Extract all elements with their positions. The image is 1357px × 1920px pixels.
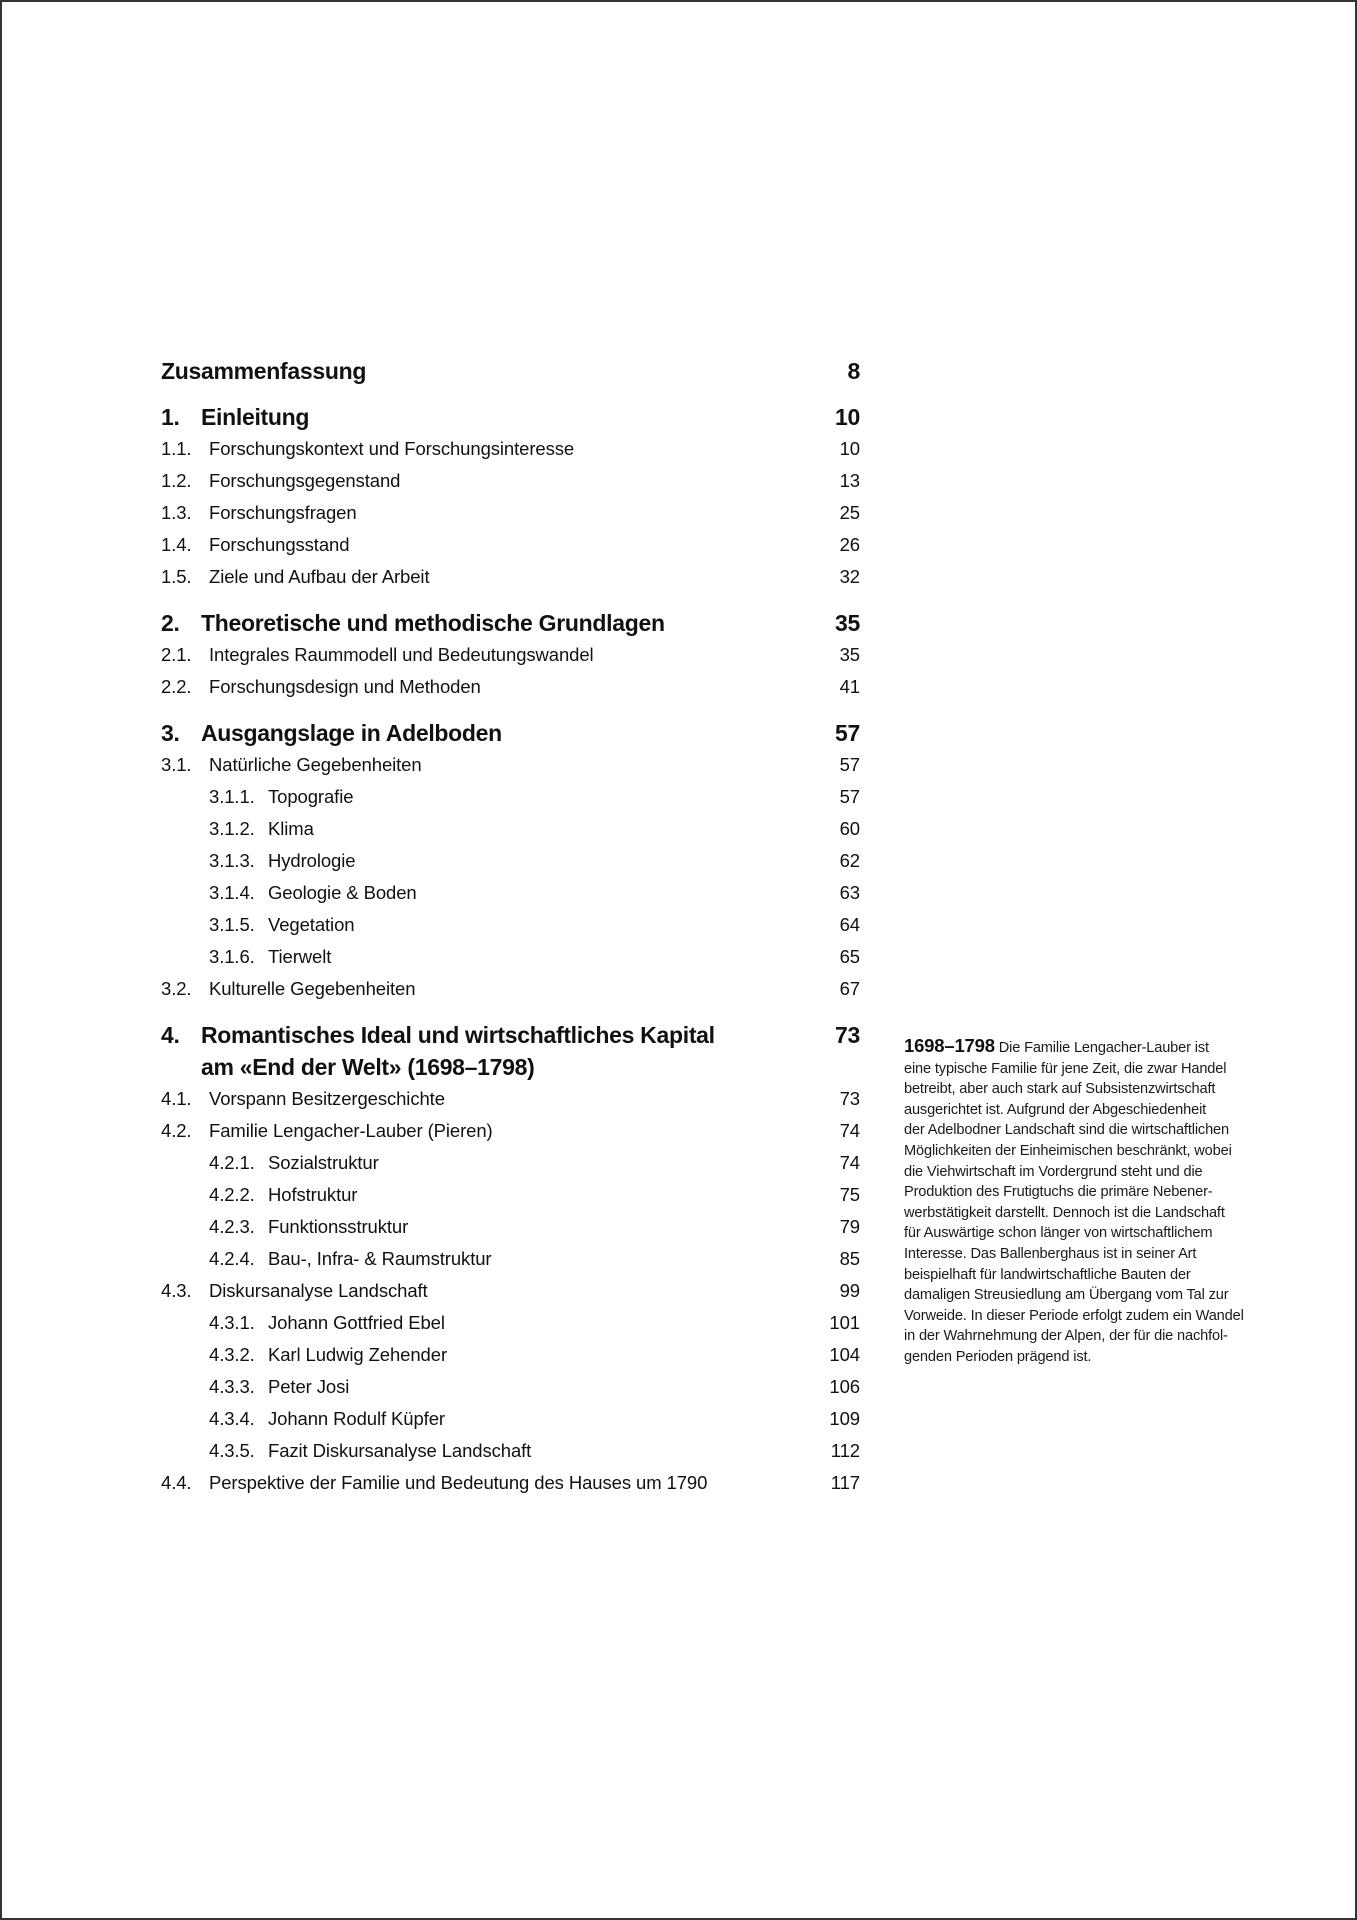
toc-page-number: 26 [839,534,860,555]
toc-entry-title-line: Romantisches Ideal und wirtschaftliches Kapital [201,1022,715,1048]
toc-page-number: 74 [839,1152,860,1173]
toc-page-number: 67 [839,978,860,999]
section-gap [161,387,860,401]
sidebar-line: der Adelbodner Landschaft sind die wirtschaftlichen [904,1122,1229,1139]
toc-page-number: 85 [839,1248,860,1269]
toc-entry-number: 4.2.4. [209,1248,255,1269]
table-of-contents [161,355,860,1499]
toc-entry-number: 3.1.6. [209,946,255,967]
toc-entry-number: 1.2. [161,470,192,491]
toc-entry-number: 3.1.1. [209,786,255,807]
toc-subsection-entry[interactable] [161,1179,860,1211]
toc-subsection-entry[interactable] [161,1307,860,1339]
toc-subsection-entry[interactable] [161,781,860,813]
toc-page-number: 41 [839,676,860,697]
sidebar-line: beispielhaft für landwirtschaftliche Bauten der [904,1266,1191,1283]
toc-entry-title: Natürliche Gegebenheiten [209,754,422,775]
toc-chapter-entry[interactable] [161,1019,860,1083]
toc-subsection-entry[interactable] [161,1403,860,1435]
toc-section-entry[interactable] [161,497,860,529]
sidebar-line: eine typische Familie für jene Zeit, die zwar Handel [904,1060,1227,1077]
toc-entry-title: Ziele und Aufbau der Arbeit [209,566,430,587]
toc-entry-number: 3.1.2. [209,818,255,839]
sidebar-lead: 1698–1798 [904,1035,995,1056]
toc-page-number: 62 [839,850,860,871]
toc-entry-number: 2.2. [161,676,192,697]
toc-entry-title: Topografie [268,786,354,807]
toc-section-entry[interactable] [161,1083,860,1115]
toc-page-number: 10 [839,438,860,459]
toc-entry-title-line: am «End der Welt» (1698–1798) [201,1054,535,1080]
toc-subsection-entry[interactable] [161,941,860,973]
toc-page-number: 57 [835,720,860,746]
toc-section-entry[interactable] [161,973,860,1005]
section-gap [161,593,860,607]
toc-page-number: 32 [839,566,860,587]
sidebar-line: Möglichkeiten der Einheimischen beschränkt, wobei [904,1142,1232,1159]
toc-entry-number: 3. [161,720,180,746]
toc-entry-title: Kulturelle Gegebenheiten [209,978,416,999]
toc-page-number: 74 [839,1120,860,1141]
toc-entry-number: 1.4. [161,534,192,555]
sidebar-line: für Auswärtige schon länger von wirtschaftlichem [904,1225,1213,1242]
toc-entry-title [201,1019,820,1083]
toc-entry-title: Karl Ludwig Zehender [268,1344,447,1365]
toc-entry-title: Tierwelt [268,946,332,967]
toc-entry-number: 1.1. [161,438,192,459]
toc-section-entry[interactable] [161,529,860,561]
toc-page-number: 13 [839,470,860,491]
toc-page-number: 10 [835,404,860,430]
toc-entry-title: Funktionsstruktur [268,1216,409,1237]
toc-entry-number: 1.5. [161,566,192,587]
toc-entry-title: Peter Josi [268,1376,350,1397]
sidebar-line: Vorweide. In dieser Periode erfolgt zudem ein Wandel [904,1307,1244,1324]
section-gap [161,703,860,717]
toc-section-entry[interactable] [161,749,860,781]
toc-section-entry[interactable] [161,433,860,465]
toc-page-number: 73 [839,1088,860,1109]
toc-entry-number: 4.4. [161,1472,192,1493]
toc-entry-title: Einleitung [201,404,310,430]
sidebar-line: genden Perioden prägend ist. [904,1348,1092,1365]
sidebar-line: Interesse. Das Ballenberghaus ist in seiner Art [904,1245,1197,1262]
toc-entry-number: 4. [161,1022,180,1048]
toc-entry-number: 4.3.5. [209,1440,255,1461]
toc-entry-title: Geologie & Boden [268,882,417,903]
toc-entry-title: Forschungsstand [209,534,350,555]
toc-entry-number: 4.3.3. [209,1376,255,1397]
toc-page-number: 8 [847,358,860,384]
toc-page-number: 109 [829,1408,860,1429]
toc-subsection-entry[interactable] [161,1243,860,1275]
toc-subsection-entry[interactable] [161,1211,860,1243]
toc-chapter-entry[interactable] [161,607,860,639]
toc-entry-title: Fazit Diskursanalyse Landschaft [268,1440,532,1461]
toc-entry-title: Zusammenfassung [161,358,367,384]
toc-entry-number: 2.1. [161,644,192,665]
sidebar-note [904,1036,1264,1368]
toc-subsection-entry[interactable] [161,1339,860,1371]
toc-entry-title: Bau-, Infra- & Raumstruktur [268,1248,492,1269]
toc-chapter-entry[interactable] [161,401,860,433]
toc-entry-number: 4.3.2. [209,1344,255,1365]
toc-entry-title: Hofstruktur [268,1184,358,1205]
toc-section-entry[interactable] [161,671,860,703]
toc-entry-number: 3.1.3. [209,850,255,871]
toc-section-entry[interactable] [161,561,860,593]
toc-entry-title: Hydrologie [268,850,356,871]
sidebar-line: ausgerichtet ist. Aufgrund der Abgeschiedenheit [904,1101,1207,1118]
toc-entry-number: 1. [161,404,180,430]
toc-subsection-entry[interactable] [161,877,860,909]
toc-section-entry[interactable] [161,465,860,497]
toc-entry-title: Forschungsdesign und Methoden [209,676,481,697]
toc-entry-number: 4.2.3. [209,1216,255,1237]
toc-entry-number: 4.2.1. [209,1152,255,1173]
toc-page-number: 99 [839,1280,860,1301]
sidebar-line: die Viehwirtschaft im Vordergrund steht und die [904,1163,1203,1180]
toc-page-number: 75 [839,1184,860,1205]
toc-entry-title: Vorspann Besitzergeschichte [209,1088,445,1109]
toc-page-number: 104 [829,1344,860,1365]
sidebar-line: damaligen Streusiedlung am Übergang vom Tal zur [904,1287,1229,1304]
toc-page-number: 57 [839,754,860,775]
toc-page-number: 117 [830,1472,860,1493]
toc-page-number: 112 [830,1440,860,1461]
sidebar-line: werbstätigkeit darstellt. Dennoch ist die Landschaft [904,1204,1225,1221]
toc-entry-number: 4.2. [161,1120,192,1141]
toc-entry-number: 3.2. [161,978,192,999]
toc-entry-number: 1.3. [161,502,192,523]
toc-entry-number: 2. [161,610,180,636]
toc-entry-title: Ausgangslage in Adelboden [201,720,502,746]
toc-page-number: 60 [839,818,860,839]
section-gap [161,1005,860,1019]
toc-entry-number: 4.3. [161,1280,192,1301]
toc-entry-number: 4.3.4. [209,1408,255,1429]
toc-section-entry[interactable] [161,1115,860,1147]
toc-page-number: 73 [835,1022,860,1048]
toc-subsection-entry[interactable] [161,909,860,941]
toc-entry-title: Johann Rodulf Küpfer [268,1408,445,1429]
toc-entry-title: Johann Gottfried Ebel [268,1312,445,1333]
toc-section-entry[interactable] [161,639,860,671]
toc-page-number: 35 [835,610,860,636]
toc-subsection-entry[interactable] [161,1147,860,1179]
toc-entry-number: 4.2.2. [209,1184,255,1205]
toc-page-number: 79 [839,1216,860,1237]
toc-page-number: 57 [839,786,860,807]
toc-chapter-entry[interactable] [161,355,860,387]
toc-entry-title: Integrales Raummodell und Bedeutungswandel [209,644,594,665]
toc-entry-title: Forschungskontext und Forschungsinteresse [209,438,575,459]
toc-entry-title: Sozialstruktur [268,1152,379,1173]
toc-entry-title: Forschungsgegenstand [209,470,401,491]
sidebar-line: betreibt, aber auch stark auf Subsistenzwirtschaft [904,1081,1216,1098]
toc-entry-title: Theoretische und methodische Grundlagen [201,610,665,636]
sidebar-line: in der Wahrnehmung der Alpen, der für die nachfol- [904,1328,1228,1345]
toc-entry-title: Vegetation [268,914,355,935]
toc-entry-number: 3.1.5. [209,914,255,935]
toc-subsection-entry[interactable] [161,1435,860,1467]
toc-page-number: 65 [839,946,860,967]
toc-entry-title: Perspektive der Familie und Bedeutung des Hauses um 1790 [209,1472,708,1493]
toc-chapter-entry[interactable] [161,717,860,749]
toc-entry-title: Familie Lengacher-Lauber (Pieren) [209,1120,493,1141]
toc-section-entry[interactable] [161,1275,860,1307]
toc-entry-title: Diskursanalyse Landschaft [209,1280,428,1301]
toc-entry-title: Forschungsfragen [209,502,357,523]
toc-entry-number: 3.1. [161,754,192,775]
toc-entry-number: 4.1. [161,1088,192,1109]
toc-page-number: 64 [839,914,860,935]
toc-page-number: 35 [839,644,860,665]
toc-subsection-entry[interactable] [161,845,860,877]
sidebar-line: Die Familie Lengacher-Lauber ist [998,1040,1209,1056]
toc-section-entry[interactable] [161,1467,860,1499]
toc-page-number: 25 [839,502,860,523]
toc-page-number: 63 [839,882,860,903]
toc-entry-title: Klima [268,818,314,839]
toc-entry-number: 3.1.4. [209,882,255,903]
toc-subsection-entry[interactable] [161,1371,860,1403]
toc-page-number: 101 [829,1312,860,1333]
toc-entry-number: 4.3.1. [209,1312,255,1333]
toc-page-number: 106 [829,1376,860,1397]
toc-subsection-entry[interactable] [161,813,860,845]
sidebar-line: Produktion des Frutigtuchs die primäre Nebener- [904,1184,1213,1201]
